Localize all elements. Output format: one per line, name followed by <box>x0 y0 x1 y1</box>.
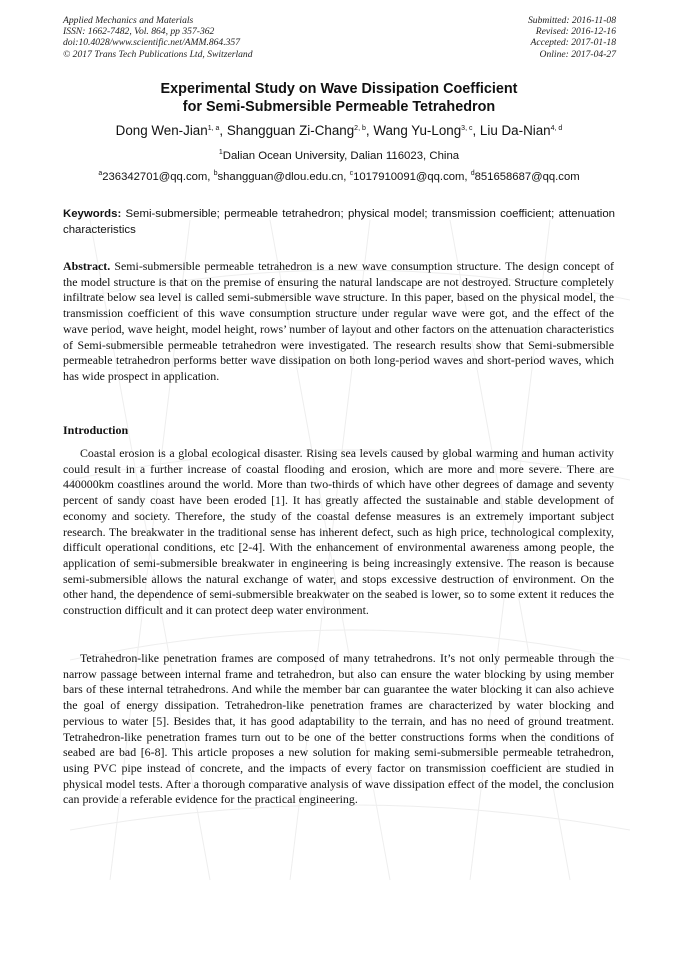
email-sup: a <box>98 170 103 177</box>
journal-info <box>63 15 253 60</box>
author-sep: , <box>472 123 480 138</box>
abstract-label: Abstract. <box>63 259 111 273</box>
accepted-date: Accepted: 2017-01-18 <box>530 37 616 49</box>
email-sep: , <box>207 171 214 183</box>
affiliation-sup: 1 <box>218 149 223 156</box>
body-paragraph: Tetrahedron-like penetration frames are composed of many tetrahedrons. It’s not only permeable through the narrow passage between internal frame and tetrahedron, but also can ensure the water blocking by using member bars of these internal tetrahedrons. And while the member bar can guarantee the water blocking it can also achieve the goal of energy dissipation. Tetrahedron-like penetration frames are characterized by water blocking and pervious to water [5]. Besides that, it has good adaptability to the terrain, and has no need of ground treatment. Tetrahedron-like penetration frames turn out to be one of the better constructions forms when the conditions of seabed are bad [6-8]. This article proposes a new solution for making semi-submersible permeable tetrahedron, using PVC pipe instead of concrete, and the impacts of every factor on transmission coefficient are studied in physical model tests. After a thorough comparative analysis of wave dissipation effect of the model, the conclusion can provide a referable evidence for the practical engineering. <box>63 651 614 807</box>
keywords-text: Semi-submersible; permeable tetrahedron; physical model; transmission coefficient; attenuation characteristics <box>63 208 615 237</box>
author-sup: 3, c <box>461 125 473 132</box>
abstract <box>63 259 614 385</box>
journal-name: Applied Mechanics and Materials <box>63 15 194 26</box>
author-sup: 1, a <box>207 125 220 132</box>
author-sep: , <box>365 123 374 138</box>
email-sup: b <box>213 170 218 177</box>
email-address: 1017910091@qq.com <box>353 171 465 183</box>
section-heading-introduction: Introduction <box>63 423 129 437</box>
email-sep: , <box>343 171 350 183</box>
email-list <box>30 170 648 185</box>
affiliation <box>40 149 638 164</box>
revised-date: Revised: 2016-12-16 <box>535 26 616 38</box>
keywords-label: Keywords: <box>63 208 122 220</box>
abstract-text: Semi-submersible permeable tetrahedron is a new wave consumption structure. The design concept of the model structure is that on the premise of ensuring the natural landscape are not destroyed. Structure completely infiltrate below sea level is called semi-submersible wave structure. In this paper, based on the physical model, the transmission coefficient of this wave consumption structure under regular wave were got, and the effect of the wave period, wave height, model height, rows’ number of layout and other factors on the attenuation characteristics of Semi-submersible permeable tetrahedron were investigated. The research results show that Semi-submersible permeable tetrahedron performs better wave dissipation on both long-period waves and short-period waves, which has wide prospect in application. <box>63 259 614 384</box>
email-sup: c <box>349 170 354 177</box>
author-name: Dong Wen-Jian <box>115 123 208 138</box>
keywords <box>63 206 615 239</box>
body-paragraph: Coastal erosion is a global ecological disaster. Rising sea levels caused by global warming and human activity could result in a further increase of coastal flooding and erosion, which are more and more severe. There are 440000km coastlines around the world. More than two-thirds of which have other degrees of damage and seventy percent of sandy coast have been eroded [1]. It has greatly affected the sustainable and stable development of economy and society. Therefore, the study of the coastal defense measures is an extremely important subject research. The breakwater in the traditional sense has inherent defect, such as high price, technological complexity, difficult operational conditions, etc [2-4]. With the enhancement of environmental awareness among people, the application of semi-submersible breakwater in engineering is being increasingly extensive. The reason is because semi-submersible allows the natural exchange of water, and stops excessive destruction of environment. On the other hand, the dependence of semi-submersible breakwater on the seabed is lower, so to some extent it reduces the construction difficult and it can protect deep water environment. <box>63 446 614 618</box>
author-name: Liu Da-Nian <box>479 123 551 138</box>
email-sep: , <box>464 171 471 183</box>
author-list <box>40 122 638 140</box>
author-sup: 4, d <box>550 125 563 132</box>
online-date: Online: 2017-04-27 <box>539 48 616 60</box>
affiliation-text: Dalian Ocean University, Dalian 116023, China <box>222 150 460 162</box>
author-name: Shangguan Zi-Chang <box>226 123 355 138</box>
publication-dates <box>528 15 616 60</box>
title-line-2: for Semi-Submersible Permeable Tetrahedron <box>182 98 496 115</box>
author-name: Wang Yu-Long <box>373 123 462 138</box>
email-address: shangguan@dlou.edu.cn <box>217 171 344 183</box>
doi: doi:10.4028/www.scientific.net/AMM.864.357 <box>63 37 241 49</box>
submitted-date: Submitted: 2016-11-08 <box>527 15 616 26</box>
email-sup: d <box>470 170 475 177</box>
copyright: © 2017 Trans Tech Publications Ltd, Switzerland <box>63 48 253 60</box>
issn: ISSN: 1662-7482, Vol. 864, pp 357-362 <box>63 26 215 38</box>
author-sup: 2, b <box>354 125 366 132</box>
author-sep: , <box>219 123 227 138</box>
title-line-1: Experimental Study on Wave Dissipation Coefficient <box>160 81 518 97</box>
paper-title <box>60 81 618 116</box>
email-address: 236342701@qq.com <box>102 171 208 183</box>
email-address: 851658687@qq.com <box>474 171 580 183</box>
